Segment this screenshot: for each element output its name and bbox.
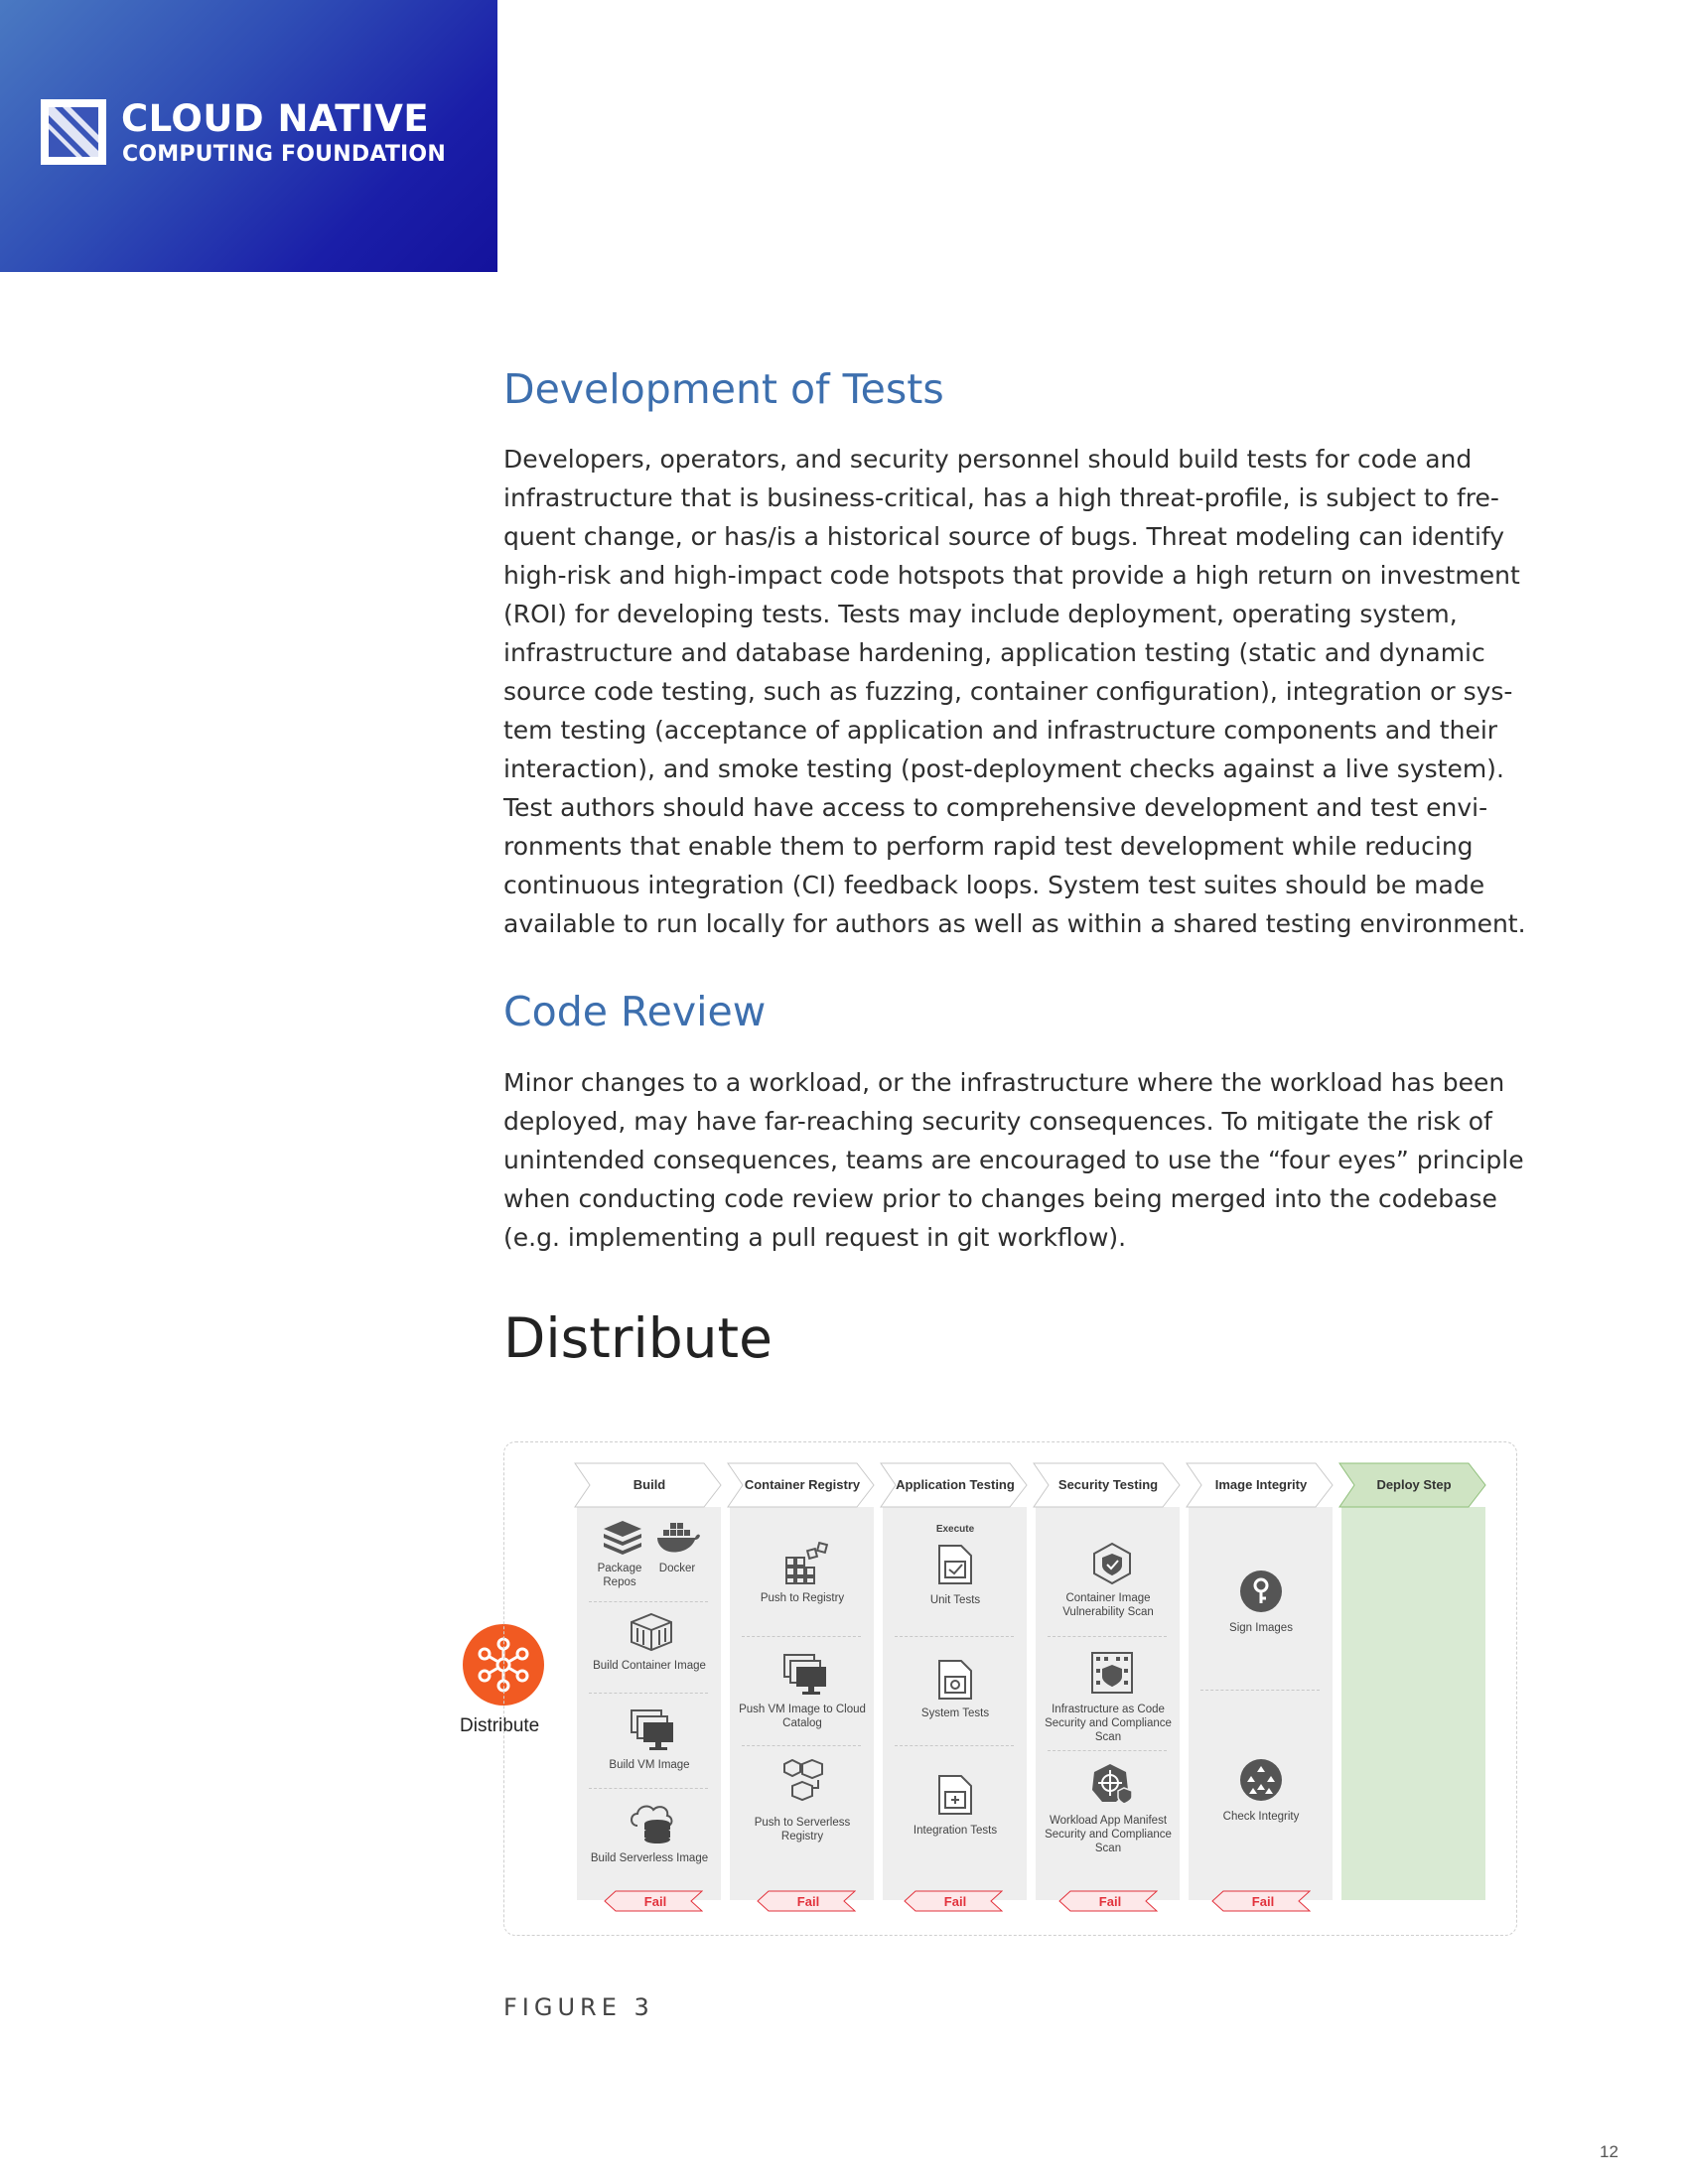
divider — [1048, 1750, 1167, 1751]
text-line: high-risk and high-impact code hotspots that provide a high return on investment — [503, 561, 1520, 590]
divider — [895, 1745, 1014, 1746]
text-line: interaction), and smoke testing (post-deployment checks against a live system). — [503, 754, 1504, 783]
text-line: infrastructure and database hardening, application testing (static and dynamic — [503, 638, 1485, 667]
text-line: Developers, operators, and security personnel should build tests for code and — [503, 445, 1473, 474]
registry-blocks-icon — [784, 1542, 828, 1585]
paragraph-dev-tests — [503, 440, 1596, 943]
text-line: unintended consequences, teams are encouraged to use the “four eyes” principle — [503, 1146, 1524, 1174]
label-integration-tests: Integration Tests — [913, 1825, 998, 1837]
label-execute: Execute — [935, 1524, 975, 1535]
text-line: source code testing, such as fuzzing, container configuration), integration or sys- — [503, 677, 1513, 706]
label-unit-tests: Unit Tests — [929, 1594, 981, 1606]
fail-label-apptest: Fail — [943, 1893, 967, 1909]
header-deploy: Deploy Step — [1376, 1477, 1452, 1492]
system-test-doc-icon — [937, 1659, 973, 1701]
label-push-to-serverless: Push to Serverless Registry — [754, 1817, 851, 1843]
text-line: (ROI) for developing tests. Tests may include deployment, operating system, — [503, 600, 1458, 628]
label-check-integrity: Check Integrity — [1222, 1811, 1300, 1823]
fail-label-registry: Fail — [796, 1893, 820, 1909]
header-registry: Container Registry — [744, 1477, 861, 1492]
label-system-tests: System Tests — [920, 1707, 990, 1719]
distribute-badge-label: Distribute — [460, 1715, 540, 1736]
divider — [1200, 1690, 1320, 1691]
section-heading-code-review: Code Review — [503, 988, 767, 1035]
divider — [589, 1693, 708, 1694]
vm-push-monitor-icon — [782, 1653, 828, 1695]
text-line: deployed, may have far-reaching security consequences. To mitigate the risk of — [503, 1107, 1492, 1136]
check-integrity-icon — [1239, 1758, 1283, 1802]
fail-label-build: Fail — [643, 1893, 667, 1909]
unit-test-doc-icon — [937, 1544, 973, 1585]
text-line: (e.g. implementing a pull request in git workflow). — [503, 1223, 1127, 1252]
divider — [589, 1601, 708, 1602]
text-line: ronments that enable them to perform rapid test development while reducing — [503, 832, 1474, 861]
label-container-vuln-scan: Container Image Vulnerability Scan — [1062, 1592, 1154, 1618]
serverless-cubes-icon — [782, 1758, 828, 1802]
serverless-cloud-db-icon — [628, 1800, 677, 1845]
label-build-container-image: Build Container Image — [593, 1660, 706, 1672]
divider — [895, 1636, 1014, 1637]
section-heading-dev-tests: Development of Tests — [503, 365, 944, 413]
column-image-integrity — [1189, 1507, 1333, 1900]
integration-test-doc-icon — [937, 1774, 973, 1816]
vm-monitor-icon — [630, 1708, 675, 1750]
column-deploy-step — [1341, 1507, 1485, 1900]
label-sign-images: Sign Images — [1229, 1622, 1293, 1634]
iac-scan-grid-icon — [1090, 1651, 1134, 1695]
page-number: 12 — [1600, 2142, 1618, 2161]
header-integrity: Image Integrity — [1214, 1477, 1308, 1492]
pipeline-figure — [503, 1441, 1517, 1936]
paragraph-code-review — [503, 1063, 1596, 1257]
label-iac-scan: Infrastructure as Code Security and Compliance Scan — [1045, 1704, 1172, 1743]
header-build: Build — [633, 1477, 666, 1492]
fail-label-sectest: Fail — [1098, 1893, 1122, 1909]
text-line: infrastructure that is business-critical, has a high threat-profile, is subject to fre- — [503, 483, 1499, 512]
label-docker: Docker — [658, 1563, 696, 1574]
label-build-serverless-image: Build Serverless Image — [590, 1852, 709, 1864]
text-line: available to run locally for authors as well as within a shared testing environment. — [503, 909, 1526, 938]
text-line: quent change, or has/is a historical source of bugs. Threat modeling can identify — [503, 522, 1505, 551]
package-stack-icon — [602, 1519, 643, 1559]
header-sectest: Security Testing — [1057, 1477, 1159, 1492]
fail-label-integrity: Fail — [1251, 1893, 1275, 1909]
divider — [589, 1788, 708, 1789]
label-package-repos: Package Repos — [597, 1563, 642, 1588]
text-line: Minor changes to a workload, or the infrastructure where the workload has been — [503, 1068, 1505, 1097]
docker-whale-icon — [655, 1522, 701, 1556]
label-workload-manifest-scan: Workload App Manifest Security and Compliance Scan — [1045, 1815, 1172, 1854]
container-cube-icon — [630, 1612, 673, 1652]
cncf-logo-icon — [41, 99, 106, 165]
sign-key-icon — [1239, 1570, 1283, 1613]
text-line: when conducting code review prior to changes being merged into the codebase — [503, 1184, 1497, 1213]
header-apptest: Application Testing — [896, 1477, 1015, 1492]
divider — [742, 1636, 861, 1637]
brand-name-line1: CLOUD NATIVE — [121, 97, 430, 140]
divider — [742, 1745, 861, 1746]
brand-header — [0, 0, 497, 272]
text-line: tem testing (acceptance of application and infrastructure components and their — [503, 716, 1498, 745]
divider — [1048, 1636, 1167, 1637]
label-build-vm-image: Build VM Image — [609, 1759, 690, 1771]
text-line: continuous integration (CI) feedback loops. System test suites should be made — [503, 871, 1485, 899]
figure-caption: FIGURE 3 — [503, 1993, 654, 2021]
section-title-distribute: Distribute — [503, 1306, 773, 1370]
label-push-to-registry: Push to Registry — [760, 1592, 845, 1604]
k8s-manifest-shield-icon — [1090, 1762, 1136, 1806]
vulnerability-scan-shield-icon — [1090, 1542, 1134, 1585]
brand-name-line2: COMPUTING FOUNDATION — [122, 142, 446, 167]
label-push-vm-image: Push VM Image to Cloud Catalog — [739, 1704, 866, 1729]
text-line: Test authors should have access to comprehensive development and test envi- — [503, 793, 1488, 822]
